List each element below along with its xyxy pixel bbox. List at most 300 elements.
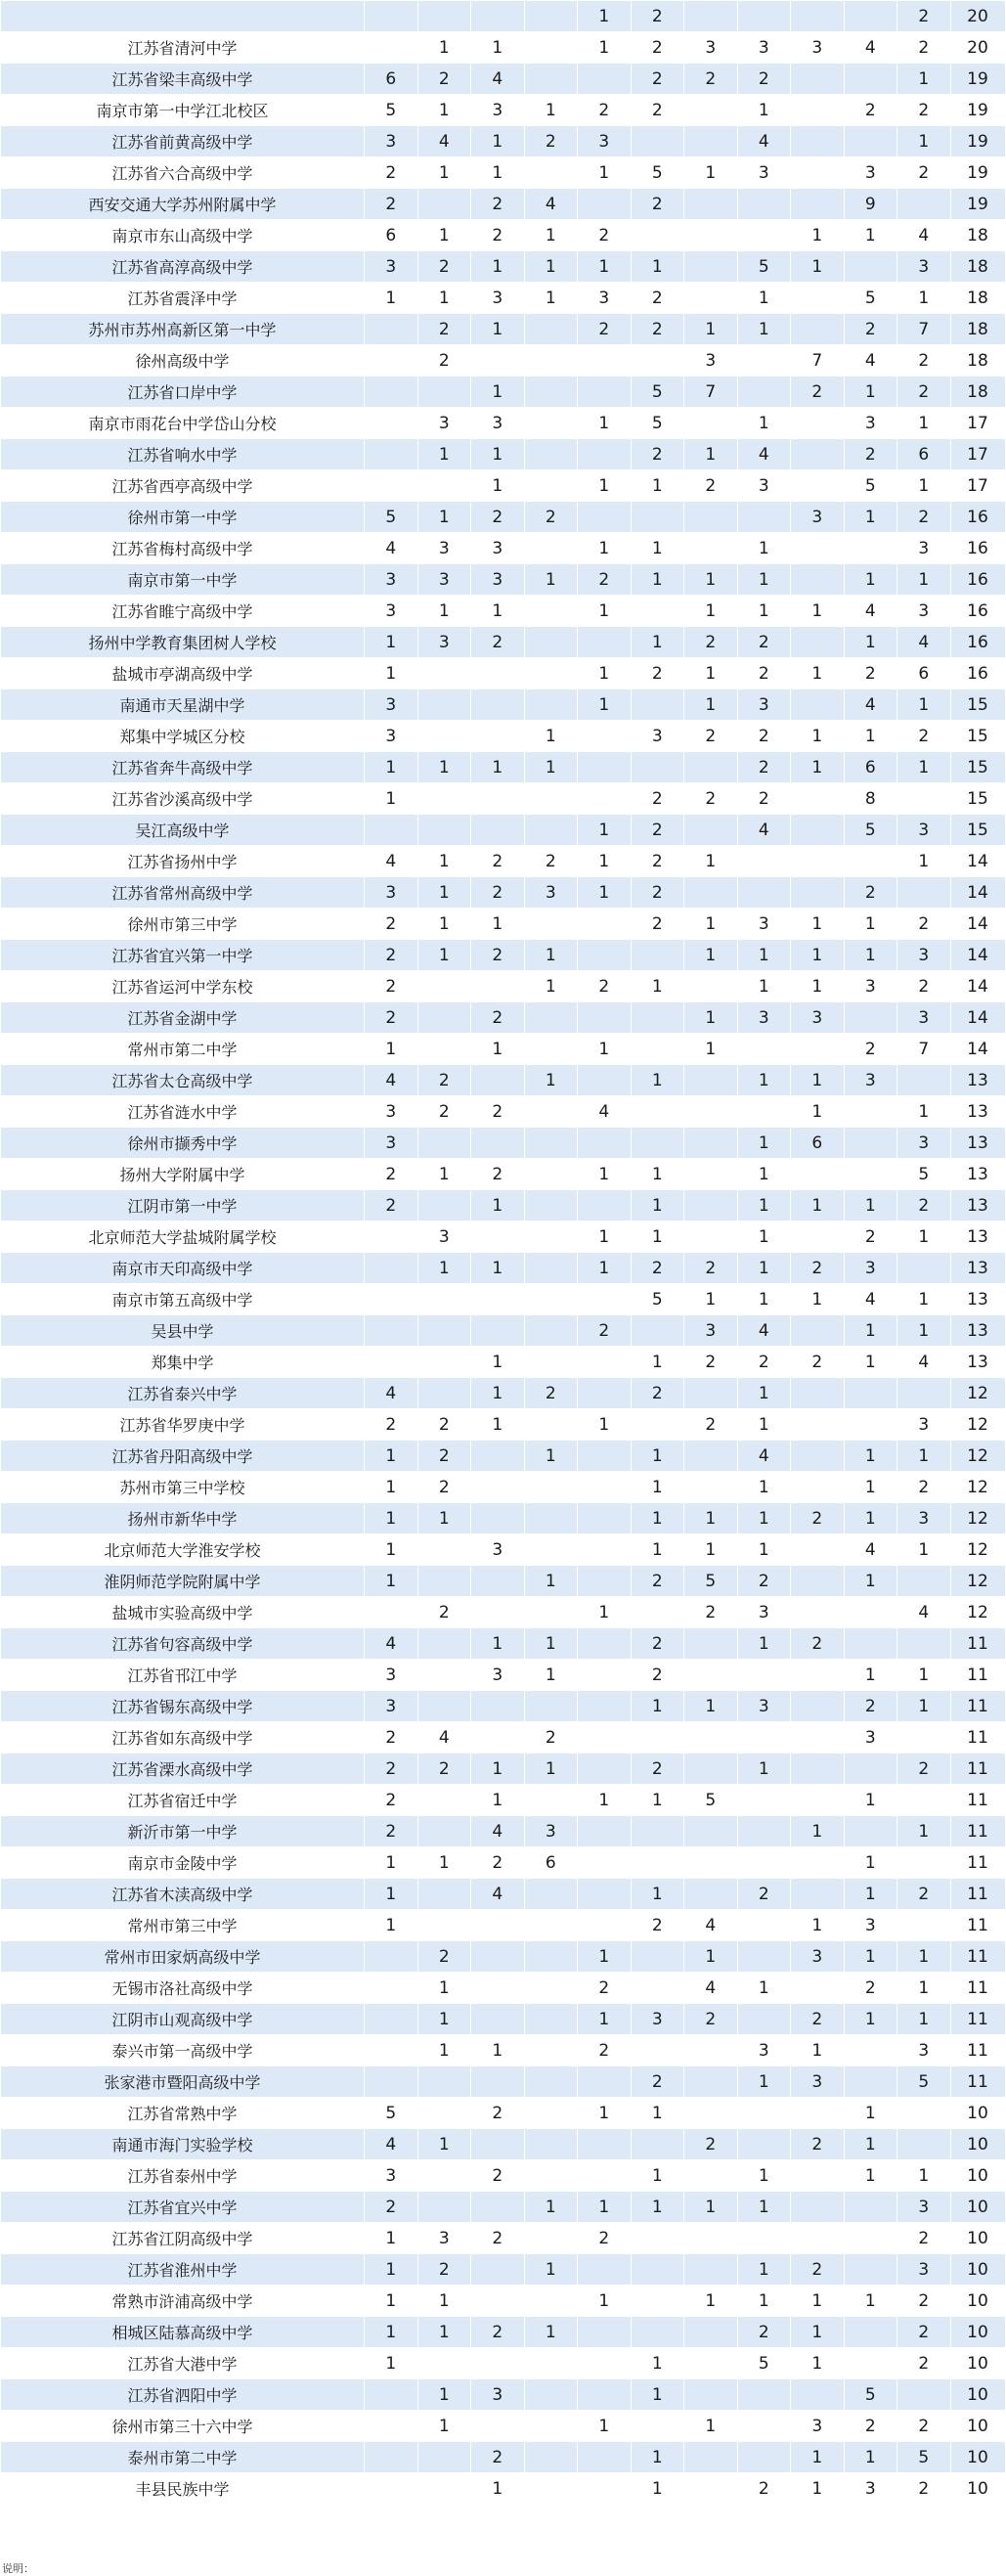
- count-cell: 1: [365, 783, 418, 815]
- table-row: [1, 721, 1006, 752]
- count-cell: 1: [897, 1315, 951, 1347]
- count-cell: 4: [471, 1816, 525, 1847]
- count-cell: 1: [578, 2098, 632, 2129]
- count-cell: 1: [417, 157, 471, 189]
- count-cell: 2: [578, 220, 632, 251]
- count-cell: [684, 1096, 738, 1128]
- count-cell: [631, 596, 684, 627]
- school-name-cell: 张家港市暨阳高级中学: [1, 2066, 365, 2098]
- count-cell: [791, 408, 845, 439]
- count-cell: 1: [631, 1503, 684, 1534]
- count-cell: [737, 2442, 791, 2473]
- table-row: [1, 502, 1006, 533]
- count-cell: 2: [737, 752, 791, 783]
- total-cell: 19: [950, 157, 1005, 189]
- count-cell: [844, 1, 897, 32]
- count-cell: 3: [365, 1660, 418, 1691]
- table-row: [1, 64, 1006, 95]
- count-cell: [737, 877, 791, 909]
- count-cell: 4: [365, 846, 418, 877]
- count-cell: 1: [471, 470, 525, 502]
- table-row: [1, 2035, 1006, 2066]
- count-cell: [684, 502, 738, 533]
- school-name-cell: 江苏省金湖中学: [1, 1002, 365, 1034]
- count-cell: [578, 64, 632, 95]
- count-cell: 1: [578, 251, 632, 283]
- total-cell: 14: [950, 909, 1005, 940]
- count-cell: 1: [471, 32, 525, 64]
- count-cell: 1: [417, 596, 471, 627]
- count-cell: 4: [471, 1879, 525, 1910]
- count-cell: [471, 2348, 525, 2379]
- count-cell: [524, 1128, 578, 1159]
- total-cell: 11: [950, 1941, 1005, 1973]
- count-cell: [684, 1221, 738, 1253]
- count-cell: 2: [578, 564, 632, 596]
- count-cell: [417, 377, 471, 408]
- count-cell: 4: [897, 1347, 951, 1378]
- count-cell: [578, 1847, 632, 1879]
- count-cell: 2: [471, 2442, 525, 2473]
- count-cell: 1: [844, 2129, 897, 2160]
- count-cell: [684, 2254, 738, 2286]
- count-cell: 2: [417, 1941, 471, 1973]
- count-cell: 1: [417, 2379, 471, 2411]
- count-cell: 1: [631, 533, 684, 564]
- count-cell: 2: [897, 1190, 951, 1221]
- total-cell: 10: [950, 2160, 1005, 2192]
- count-cell: [791, 1722, 845, 1754]
- count-cell: [684, 2035, 738, 2066]
- total-cell: 11: [950, 1754, 1005, 1785]
- count-cell: 2: [631, 2066, 684, 2098]
- count-cell: [578, 377, 632, 408]
- count-cell: 2: [365, 1785, 418, 1816]
- count-cell: 3: [844, 157, 897, 189]
- count-cell: 2: [578, 2223, 632, 2254]
- table-row: [1, 1, 1006, 32]
- count-cell: [737, 846, 791, 877]
- count-cell: [844, 1816, 897, 1847]
- table-row: [1, 533, 1006, 564]
- count-cell: 1: [524, 220, 578, 251]
- count-cell: 1: [844, 2442, 897, 2473]
- count-cell: [417, 189, 471, 220]
- count-cell: [471, 1, 525, 32]
- table-row: [1, 627, 1006, 658]
- count-cell: 1: [524, 283, 578, 314]
- count-cell: [791, 126, 845, 157]
- count-cell: 1: [737, 283, 791, 314]
- count-cell: [365, 815, 418, 846]
- count-cell: 1: [897, 1816, 951, 1847]
- total-cell: 12: [950, 1472, 1005, 1503]
- table-row: [1, 408, 1006, 439]
- count-cell: 6: [365, 64, 418, 95]
- count-cell: 3: [897, 251, 951, 283]
- count-cell: 1: [417, 2004, 471, 2035]
- count-cell: [524, 1691, 578, 1722]
- count-cell: 3: [365, 251, 418, 283]
- count-cell: 2: [844, 95, 897, 126]
- total-cell: 11: [950, 1628, 1005, 1660]
- count-cell: 1: [791, 940, 845, 971]
- count-cell: 4: [417, 126, 471, 157]
- count-cell: 1: [897, 470, 951, 502]
- school-name-cell: 江苏省宜兴第一中学: [1, 940, 365, 971]
- count-cell: [684, 95, 738, 126]
- count-cell: [417, 783, 471, 815]
- count-cell: 1: [471, 1347, 525, 1378]
- count-cell: 1: [471, 1253, 525, 1284]
- count-cell: 2: [417, 345, 471, 377]
- count-cell: 1: [791, 2348, 845, 2379]
- count-cell: 3: [365, 596, 418, 627]
- total-cell: 10: [950, 2411, 1005, 2442]
- count-cell: 3: [897, 940, 951, 971]
- count-cell: 1: [417, 909, 471, 940]
- count-cell: [524, 439, 578, 470]
- count-cell: 6: [844, 752, 897, 783]
- count-cell: 1: [844, 1847, 897, 1879]
- count-cell: 2: [417, 1409, 471, 1441]
- count-cell: 2: [471, 2160, 525, 2192]
- count-cell: [791, 2379, 845, 2411]
- school-name-cell: 丰县民族中学: [1, 2473, 365, 2505]
- count-cell: 1: [631, 251, 684, 283]
- count-cell: [791, 2160, 845, 2192]
- count-cell: [844, 1628, 897, 1660]
- count-cell: 2: [844, 1691, 897, 1722]
- count-cell: [684, 126, 738, 157]
- count-cell: 3: [684, 1315, 738, 1347]
- count-cell: [417, 1190, 471, 1221]
- total-cell: 13: [950, 1315, 1005, 1347]
- count-cell: 2: [578, 1315, 632, 1347]
- count-cell: 3: [897, 815, 951, 846]
- count-cell: 1: [844, 502, 897, 533]
- count-cell: [684, 2442, 738, 2473]
- count-cell: [524, 1597, 578, 1628]
- count-cell: 2: [844, 439, 897, 470]
- count-cell: [684, 2223, 738, 2254]
- count-cell: 1: [524, 2317, 578, 2348]
- total-cell: 14: [950, 846, 1005, 877]
- count-cell: 3: [524, 1816, 578, 1847]
- count-cell: [684, 752, 738, 783]
- total-cell: 15: [950, 815, 1005, 846]
- count-cell: 1: [417, 940, 471, 971]
- count-cell: 4: [844, 32, 897, 64]
- count-cell: [578, 1128, 632, 1159]
- count-cell: [844, 2317, 897, 2348]
- count-cell: 1: [417, 502, 471, 533]
- school-name-cell: 江苏省宿迁中学: [1, 1785, 365, 1816]
- table-row: [1, 2317, 1006, 2348]
- count-cell: 1: [631, 1441, 684, 1472]
- count-cell: 2: [631, 1378, 684, 1409]
- count-cell: 1: [631, 1221, 684, 1253]
- count-cell: 1: [524, 2192, 578, 2223]
- table-row: [1, 126, 1006, 157]
- count-cell: [844, 533, 897, 564]
- count-cell: 1: [737, 1159, 791, 1190]
- school-name-cell: 泰兴市第一高级中学: [1, 2035, 365, 2066]
- count-cell: 2: [897, 2223, 951, 2254]
- count-cell: [471, 1597, 525, 1628]
- count-cell: 3: [471, 533, 525, 564]
- school-name-cell: 常州市第二中学: [1, 1034, 365, 1065]
- count-cell: 1: [737, 1284, 791, 1315]
- school-name-cell: 西安交通大学苏州附属中学: [1, 189, 365, 220]
- count-cell: 3: [365, 2160, 418, 2192]
- count-cell: 2: [365, 909, 418, 940]
- total-cell: 19: [950, 95, 1005, 126]
- count-cell: 2: [737, 2473, 791, 2505]
- count-cell: 1: [684, 1002, 738, 1034]
- count-cell: 1: [897, 689, 951, 721]
- count-cell: 1: [737, 1409, 791, 1441]
- count-cell: 1: [365, 2223, 418, 2254]
- count-cell: 1: [365, 2286, 418, 2317]
- count-cell: 1: [417, 846, 471, 877]
- count-cell: [791, 1378, 845, 1409]
- count-cell: [365, 2066, 418, 2098]
- total-cell: 15: [950, 721, 1005, 752]
- count-cell: 1: [684, 658, 738, 689]
- count-cell: [791, 1973, 845, 2004]
- count-cell: [578, 345, 632, 377]
- school-name-cell: 南京市第五高级中学: [1, 1284, 365, 1315]
- count-cell: 1: [365, 1879, 418, 1910]
- count-cell: [844, 2223, 897, 2254]
- count-cell: [631, 2286, 684, 2317]
- count-cell: 1: [791, 1816, 845, 1847]
- school-name-cell: 江苏省泰州中学: [1, 2160, 365, 2192]
- table-row: [1, 1159, 1006, 1190]
- school-name-cell: 苏州市第三中学校: [1, 1472, 365, 1503]
- count-cell: 2: [417, 1754, 471, 1785]
- school-name-cell: 江苏省前黄高级中学: [1, 126, 365, 157]
- count-cell: [365, 439, 418, 470]
- count-cell: 1: [737, 2160, 791, 2192]
- count-cell: [578, 502, 632, 533]
- count-cell: [684, 1065, 738, 1096]
- count-cell: 2: [578, 95, 632, 126]
- count-cell: [524, 2223, 578, 2254]
- count-cell: [844, 846, 897, 877]
- total-cell: 12: [950, 1503, 1005, 1534]
- table-row: [1, 846, 1006, 877]
- count-cell: [365, 2379, 418, 2411]
- count-cell: [365, 345, 418, 377]
- count-cell: 1: [844, 2004, 897, 2035]
- total-cell: 11: [950, 1785, 1005, 1816]
- table-row: [1, 1409, 1006, 1441]
- school-name-cell: 江苏省响水中学: [1, 439, 365, 470]
- count-cell: 3: [631, 2004, 684, 2035]
- total-cell: 13: [950, 1065, 1005, 1096]
- count-cell: 2: [684, 721, 738, 752]
- count-cell: 1: [791, 2286, 845, 2317]
- count-cell: [524, 1409, 578, 1441]
- school-name-cell: 江苏省丹阳高级中学: [1, 1441, 365, 1472]
- count-cell: [684, 1128, 738, 1159]
- count-cell: 2: [365, 1816, 418, 1847]
- count-cell: [631, 1315, 684, 1347]
- count-cell: [524, 32, 578, 64]
- count-cell: 3: [471, 95, 525, 126]
- count-cell: [417, 1315, 471, 1347]
- count-cell: [524, 1, 578, 32]
- table-row: [1, 2379, 1006, 2411]
- count-cell: 1: [417, 2129, 471, 2160]
- count-cell: 2: [844, 1034, 897, 1065]
- count-cell: [417, 721, 471, 752]
- count-cell: 1: [578, 1221, 632, 1253]
- count-cell: 3: [844, 1722, 897, 1754]
- school-name-cell: 淮阴师范学院附属中学: [1, 1566, 365, 1597]
- count-cell: 1: [417, 2411, 471, 2442]
- count-cell: 1: [737, 564, 791, 596]
- count-cell: [417, 1660, 471, 1691]
- count-cell: 1: [844, 940, 897, 971]
- count-cell: 1: [471, 1190, 525, 1221]
- count-cell: 2: [631, 1, 684, 32]
- count-cell: [524, 2411, 578, 2442]
- count-cell: 1: [844, 1566, 897, 1597]
- count-cell: [417, 1128, 471, 1159]
- count-cell: [737, 1722, 791, 1754]
- count-cell: 3: [417, 2223, 471, 2254]
- count-cell: 3: [737, 1002, 791, 1034]
- count-cell: 1: [578, 408, 632, 439]
- count-cell: [791, 1754, 845, 1785]
- count-cell: 2: [365, 1722, 418, 1754]
- count-cell: 2: [365, 971, 418, 1002]
- count-cell: 2: [684, 1253, 738, 1284]
- count-cell: 1: [897, 1973, 951, 2004]
- count-cell: [684, 1378, 738, 1409]
- count-cell: 2: [524, 846, 578, 877]
- table-row: [1, 377, 1006, 408]
- count-cell: [578, 1691, 632, 1722]
- count-cell: 4: [737, 1315, 791, 1347]
- count-cell: 1: [631, 1691, 684, 1722]
- count-cell: 4: [844, 345, 897, 377]
- count-cell: 2: [417, 1441, 471, 1472]
- count-cell: 1: [471, 251, 525, 283]
- count-cell: [365, 2411, 418, 2442]
- count-cell: [844, 2254, 897, 2286]
- count-cell: 1: [791, 1190, 845, 1221]
- count-cell: 1: [471, 596, 525, 627]
- count-cell: [524, 1879, 578, 1910]
- table-row: [1, 345, 1006, 377]
- count-cell: 6: [524, 1847, 578, 1879]
- count-cell: 2: [791, 1253, 845, 1284]
- count-cell: [578, 1879, 632, 1910]
- count-cell: 1: [365, 1472, 418, 1503]
- count-cell: 1: [631, 1534, 684, 1566]
- count-cell: [684, 2098, 738, 2129]
- school-name-cell: 徐州市第三中学: [1, 909, 365, 940]
- total-cell: 11: [950, 1691, 1005, 1722]
- count-cell: 2: [897, 345, 951, 377]
- total-cell: 16: [950, 502, 1005, 533]
- count-cell: [471, 1472, 525, 1503]
- school-name-cell: 江苏省句容高级中学: [1, 1628, 365, 1660]
- count-cell: [578, 2066, 632, 2098]
- count-cell: [737, 2379, 791, 2411]
- table-row: [1, 2442, 1006, 2473]
- count-cell: 5: [737, 2348, 791, 2379]
- count-cell: 1: [365, 2254, 418, 2286]
- count-cell: [524, 1503, 578, 1534]
- count-cell: [471, 1315, 525, 1347]
- count-cell: 1: [737, 2192, 791, 2223]
- school-name-cell: 常州市第三中学: [1, 1910, 365, 1941]
- count-cell: 3: [417, 533, 471, 564]
- count-cell: [365, 408, 418, 439]
- count-cell: [524, 345, 578, 377]
- school-name-cell: 江阴市第一中学: [1, 1190, 365, 1221]
- count-cell: 3: [471, 283, 525, 314]
- count-cell: [417, 1534, 471, 1566]
- count-cell: 1: [897, 1221, 951, 1253]
- count-cell: [524, 1221, 578, 1253]
- table-row: [1, 1660, 1006, 1691]
- table-row: [1, 2348, 1006, 2379]
- count-cell: 1: [417, 2317, 471, 2348]
- count-cell: 1: [897, 1660, 951, 1691]
- table-row: [1, 1785, 1006, 1816]
- count-cell: [684, 189, 738, 220]
- count-cell: 2: [471, 1159, 525, 1190]
- count-cell: [844, 1754, 897, 1785]
- count-cell: 2: [791, 2254, 845, 2286]
- count-cell: [684, 2379, 738, 2411]
- count-cell: 1: [524, 95, 578, 126]
- count-cell: 4: [365, 533, 418, 564]
- count-cell: [844, 1597, 897, 1628]
- count-cell: 1: [791, 1096, 845, 1128]
- count-cell: [365, 1941, 418, 1973]
- school-name-cell: 常熟市浒浦高级中学: [1, 2286, 365, 2317]
- count-cell: [737, 1660, 791, 1691]
- count-cell: [897, 2098, 951, 2129]
- total-cell: 18: [950, 220, 1005, 251]
- count-cell: [791, 1785, 845, 1816]
- count-cell: [578, 1284, 632, 1315]
- count-cell: 1: [844, 220, 897, 251]
- total-cell: 10: [950, 2442, 1005, 2473]
- count-cell: [417, 658, 471, 689]
- table-row: [1, 2411, 1006, 2442]
- count-cell: 1: [791, 2442, 845, 2473]
- count-cell: [791, 1159, 845, 1190]
- count-cell: 2: [365, 1754, 418, 1785]
- count-cell: 1: [417, 1973, 471, 2004]
- table-row: [1, 1065, 1006, 1096]
- count-cell: 1: [684, 689, 738, 721]
- table-row: [1, 1534, 1006, 1566]
- count-cell: [897, 1910, 951, 1941]
- table-row: [1, 220, 1006, 251]
- school-name-cell: 江苏省涟水中学: [1, 1096, 365, 1128]
- count-cell: 2: [844, 2411, 897, 2442]
- count-cell: 3: [897, 1409, 951, 1441]
